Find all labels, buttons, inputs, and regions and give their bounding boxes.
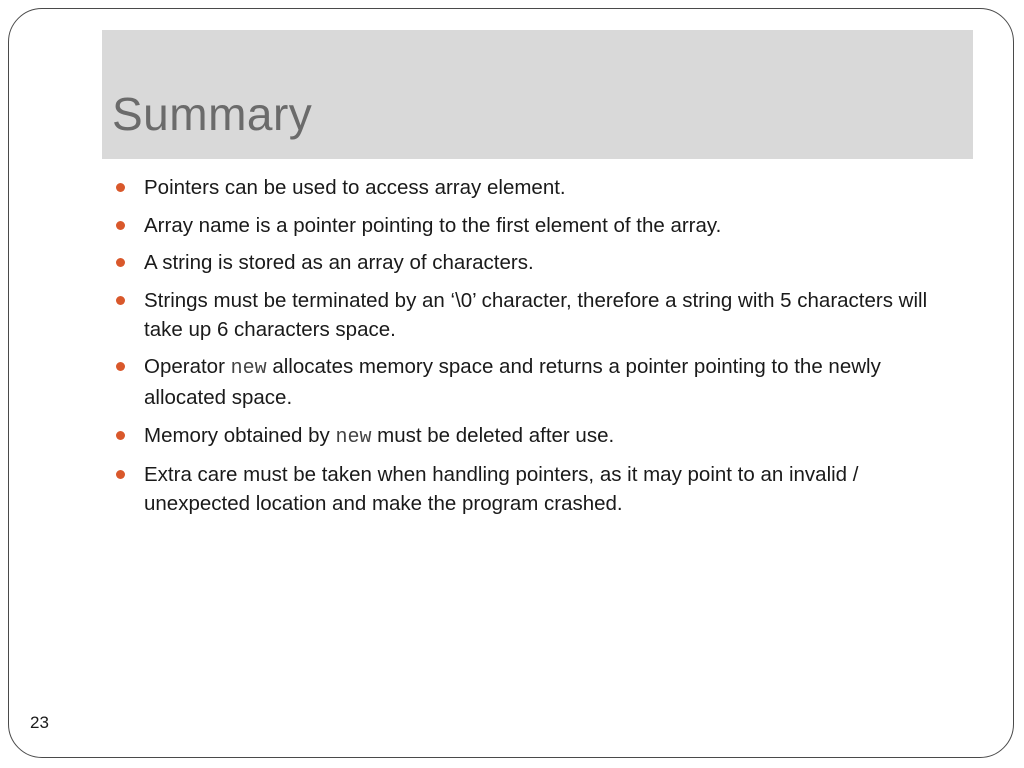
bullet-dot-icon bbox=[116, 258, 125, 267]
bullet-text-pre: Memory obtained by bbox=[144, 423, 336, 447]
bullet-item bbox=[114, 421, 964, 452]
bullet-text: Array name is a pointer pointing to the first element of the array. bbox=[144, 213, 722, 237]
bullet-item bbox=[114, 460, 964, 518]
bullet-text-post: must be deleted after use. bbox=[371, 423, 615, 447]
code-keyword-new: new bbox=[230, 357, 267, 380]
bullet-text: Extra care must be taken when handling pointers, as it may point to an invalid / unexpected location and make the program crashed. bbox=[144, 463, 859, 515]
bullet-dot-icon bbox=[116, 470, 125, 479]
bullet-dot-icon bbox=[116, 221, 125, 230]
slide-title: Summary bbox=[112, 88, 313, 140]
bullet-dot-icon bbox=[116, 183, 125, 192]
bullet-item bbox=[114, 286, 964, 344]
bullet-dot-icon bbox=[116, 296, 125, 305]
bullet-text-pre: Operator bbox=[144, 355, 231, 378]
bullet-item bbox=[114, 173, 964, 202]
bullet-item bbox=[114, 352, 964, 412]
bullet-text: Pointers can be used to access array element. bbox=[144, 176, 566, 199]
bullet-dot-icon bbox=[116, 431, 125, 440]
bullet-text: Strings must be terminated by an ‘\0’ character, therefore a string with 5 characters will take up 6 characters space. bbox=[144, 288, 928, 341]
page-number: 23 bbox=[30, 713, 49, 732]
bullet-dot-icon bbox=[116, 362, 125, 371]
code-keyword-new: new bbox=[335, 425, 372, 449]
bullet-list bbox=[114, 173, 964, 527]
bullet-item bbox=[114, 211, 964, 240]
bullet-text: A string is stored as an array of characters. bbox=[144, 251, 534, 274]
bullet-item bbox=[114, 248, 964, 277]
bullet-text-post: allocates memory space and returns a pointer pointing to the newly allocated space. bbox=[144, 355, 881, 409]
